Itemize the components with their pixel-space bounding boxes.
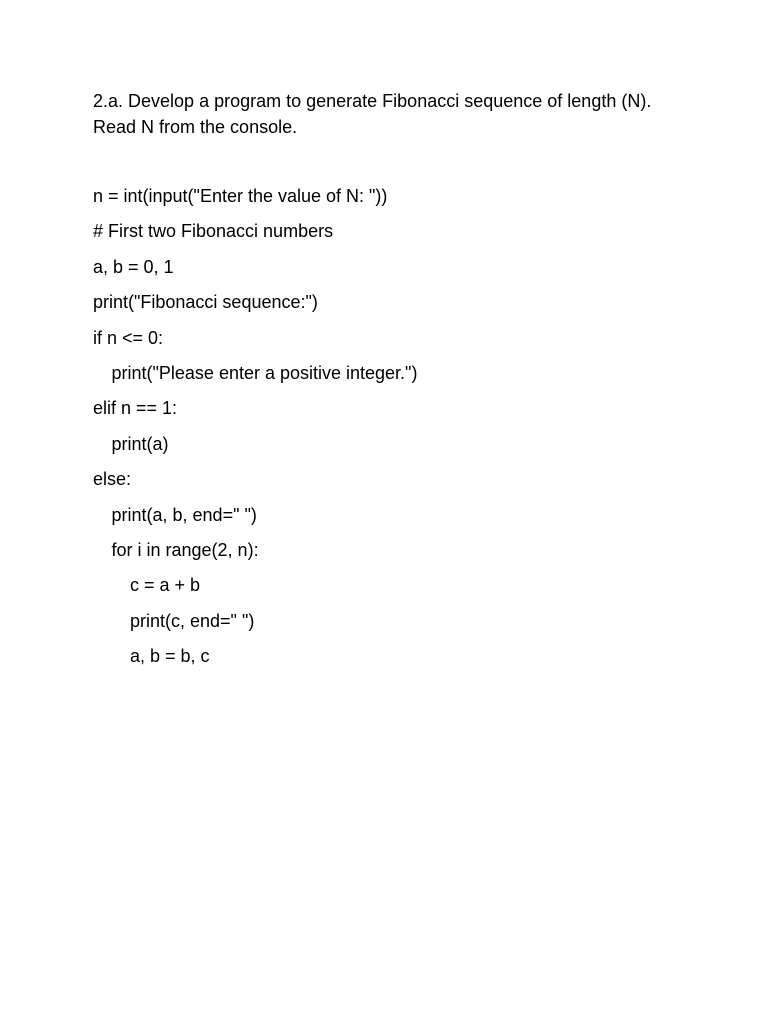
code-line-swap: a, b = b, c <box>130 646 210 667</box>
code-line-comment: # First two Fibonacci numbers <box>93 221 334 242</box>
code-line-elif: elif n == 1: <box>93 398 178 419</box>
code-line-if: if n <= 0: <box>93 327 164 348</box>
code-line-init: a, b = 0, 1 <box>93 256 174 277</box>
code-line-print-c: print(c, end=" ") <box>130 610 255 631</box>
code-line-else: else: <box>93 469 132 490</box>
code-block <box>93 182 417 677</box>
code-line-print-ab: print(a, b, end=" ") <box>111 504 257 525</box>
code-line-for: for i in range(2, n): <box>111 539 259 560</box>
code-line-print-a: print(a) <box>111 433 169 454</box>
question-line-1: 2.a. Develop a program to generate Fibonacci sequence of length (N). <box>93 91 652 111</box>
code-line-sum: c = a + b <box>130 575 201 596</box>
code-line-print-header: print("Fibonacci sequence:") <box>93 292 318 313</box>
code-line-print-error: print("Please enter a positive integer.") <box>111 362 418 383</box>
question-text <box>93 88 713 140</box>
question-line-2: Read N from the console. <box>93 117 298 137</box>
code-line-input: n = int(input("Enter the value of N: ")) <box>93 186 388 206</box>
